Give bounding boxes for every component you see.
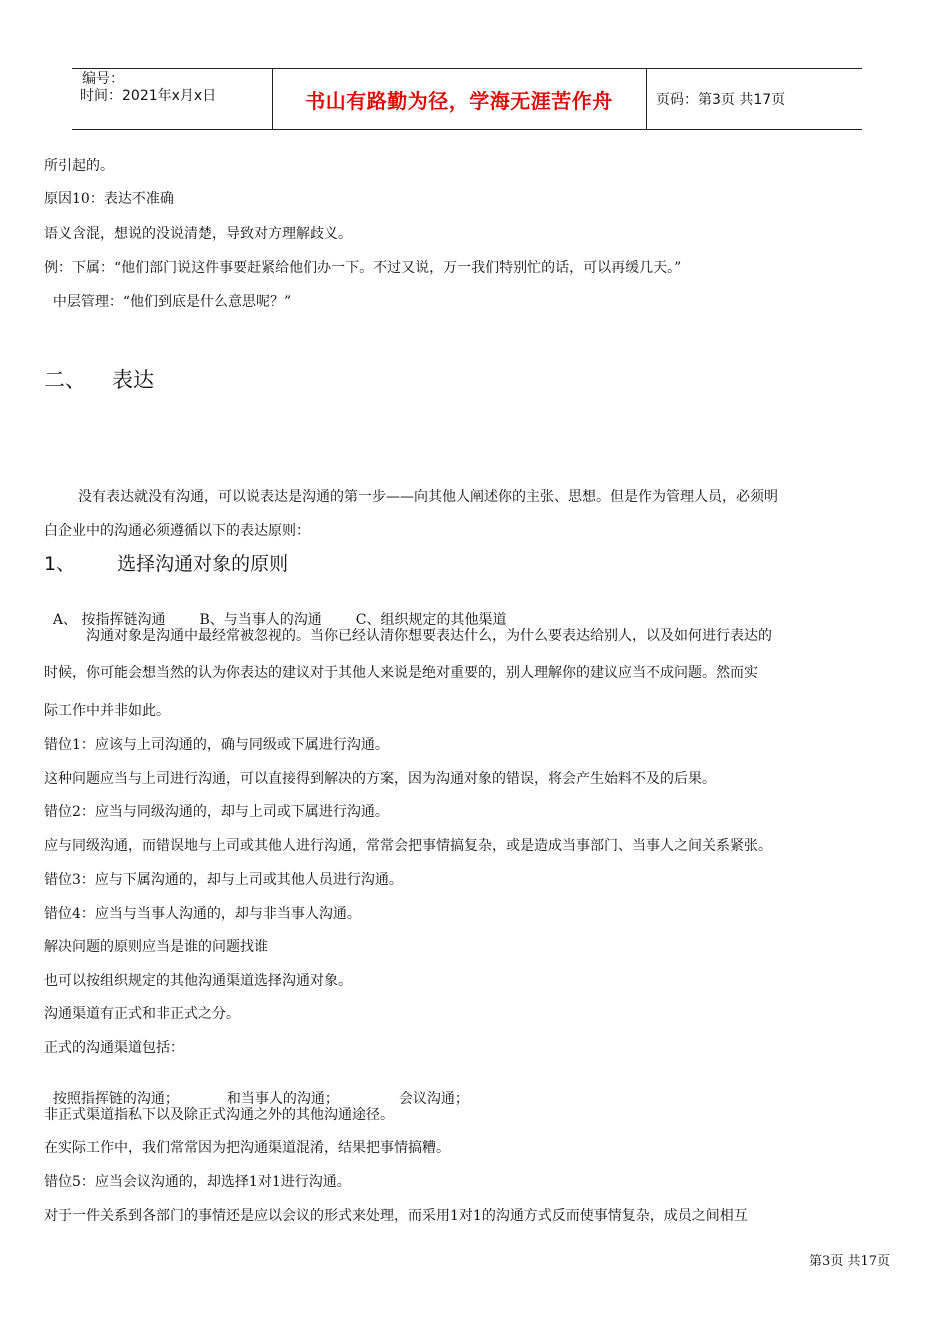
option-c: C、组织规定的其他渠道 bbox=[355, 612, 507, 628]
subsection-title: 选择沟通对象的原则 bbox=[117, 553, 289, 575]
channel-item: 按照指挥链的沟通； bbox=[52, 1091, 179, 1107]
header-motto-cell bbox=[272, 69, 647, 129]
text-line: 对于一件关系到各部门的事情还是应以会议的形式来处理，而采用1对1的沟通方式反而使事情复杂，成员之间相互 bbox=[44, 1208, 748, 1224]
paragraph-line: 没有表达就没有沟通，可以说表达是沟通的第一步——向其他人阐述你的主张、思想。但是作为管理人员，必须明 bbox=[78, 489, 778, 505]
number-label: 编号： bbox=[82, 71, 124, 87]
text-line: 错位2：应当与同级沟通的，却与上司或下属进行沟通。 bbox=[44, 804, 389, 820]
option-b: B、与当事人的沟通 bbox=[199, 612, 322, 628]
section-title: 表达 bbox=[112, 368, 154, 392]
subsection-heading bbox=[44, 552, 288, 576]
header-motto: 书山有路勤为径，学海无涯苦作舟 bbox=[305, 88, 613, 113]
page-footer: 第3页 共17页 bbox=[809, 1254, 890, 1269]
text-line: 例：下属：“他们部门说这件事要赶紧给他们办一下。不过又说，万一我们特别忙的话，可以再缓几天。” bbox=[44, 260, 682, 276]
text-line: 正式的沟通渠道包括： bbox=[44, 1040, 184, 1056]
channel-item: 和当事人的沟通； bbox=[226, 1091, 339, 1107]
text-line: 应与同级沟通，而错误地与上司或其他人进行沟通，常常会把事情搞复杂，或是造成当事部门、当事人之间关系紧张。 bbox=[44, 838, 772, 854]
paragraph-line: 沟通对象是沟通中最经常被忽视的。当你已经认清你想要表达什么，为什么要表达给别人，以及如何进行表达的 bbox=[86, 628, 772, 644]
text-line: 错位5：应当会议沟通的，却选择1对1进行沟通。 bbox=[44, 1174, 351, 1190]
options-line bbox=[44, 593, 506, 629]
header-left-cell bbox=[72, 69, 273, 129]
paragraph-line: 时候，你可能会想当然的认为你表达的建议对于其他人来说是绝对重要的，别人理解你的建议应当不成问题。然而实 bbox=[44, 665, 758, 681]
text-line: 原因10：表达不准确 bbox=[44, 191, 174, 207]
text-line: 在实际工作中，我们常常因为把沟通渠道混淆，结果把事情搞糟。 bbox=[44, 1140, 450, 1156]
text-line: 也可以按组织规定的其他沟通渠道选择沟通对象。 bbox=[44, 973, 352, 989]
section-number: 二、 bbox=[44, 368, 86, 392]
channel-item: 会议沟通； bbox=[398, 1091, 469, 1107]
header-page-info: 页码：第3页 共17页 bbox=[656, 92, 786, 108]
subsection-number: 1、 bbox=[44, 553, 76, 575]
text-line: 这种问题应当与上司进行沟通，可以直接得到解决的方案，因为沟通对象的错误，将会产生始料不及的后果。 bbox=[44, 771, 716, 787]
text-line: 错位4：应当与当事人沟通的，却与非当事人沟通。 bbox=[44, 906, 361, 922]
text-line: 所引起的。 bbox=[44, 158, 114, 174]
section-heading bbox=[44, 367, 154, 393]
text-line: 中层管理：“他们到底是什么意思呢？” bbox=[44, 294, 292, 310]
page-header bbox=[72, 68, 862, 130]
header-page-cell bbox=[646, 69, 862, 129]
text-line: 解决问题的原则应当是谁的问题找谁 bbox=[44, 939, 268, 955]
time-label: 时间：2021年x月x日 bbox=[80, 88, 217, 104]
channels-line bbox=[44, 1072, 469, 1108]
paragraph-line: 际工作中并非如此。 bbox=[44, 703, 170, 719]
text-line: 非正式渠道指私下以及除正式沟通之外的其他沟通途径。 bbox=[44, 1107, 394, 1123]
text-line: 错位3：应与下属沟通的，却与上司或其他人员进行沟通。 bbox=[44, 872, 403, 888]
text-line: 错位1：应该与上司沟通的，确与同级或下属进行沟通。 bbox=[44, 737, 389, 753]
text-line: 语义含混，想说的没说清楚，导致对方理解歧义。 bbox=[44, 226, 352, 242]
option-a: A、 按指挥链沟通 bbox=[52, 612, 166, 628]
paragraph-line: 白企业中的沟通必须遵循以下的表达原则： bbox=[44, 523, 310, 539]
text-line: 沟通渠道有正式和非正式之分。 bbox=[44, 1006, 240, 1022]
